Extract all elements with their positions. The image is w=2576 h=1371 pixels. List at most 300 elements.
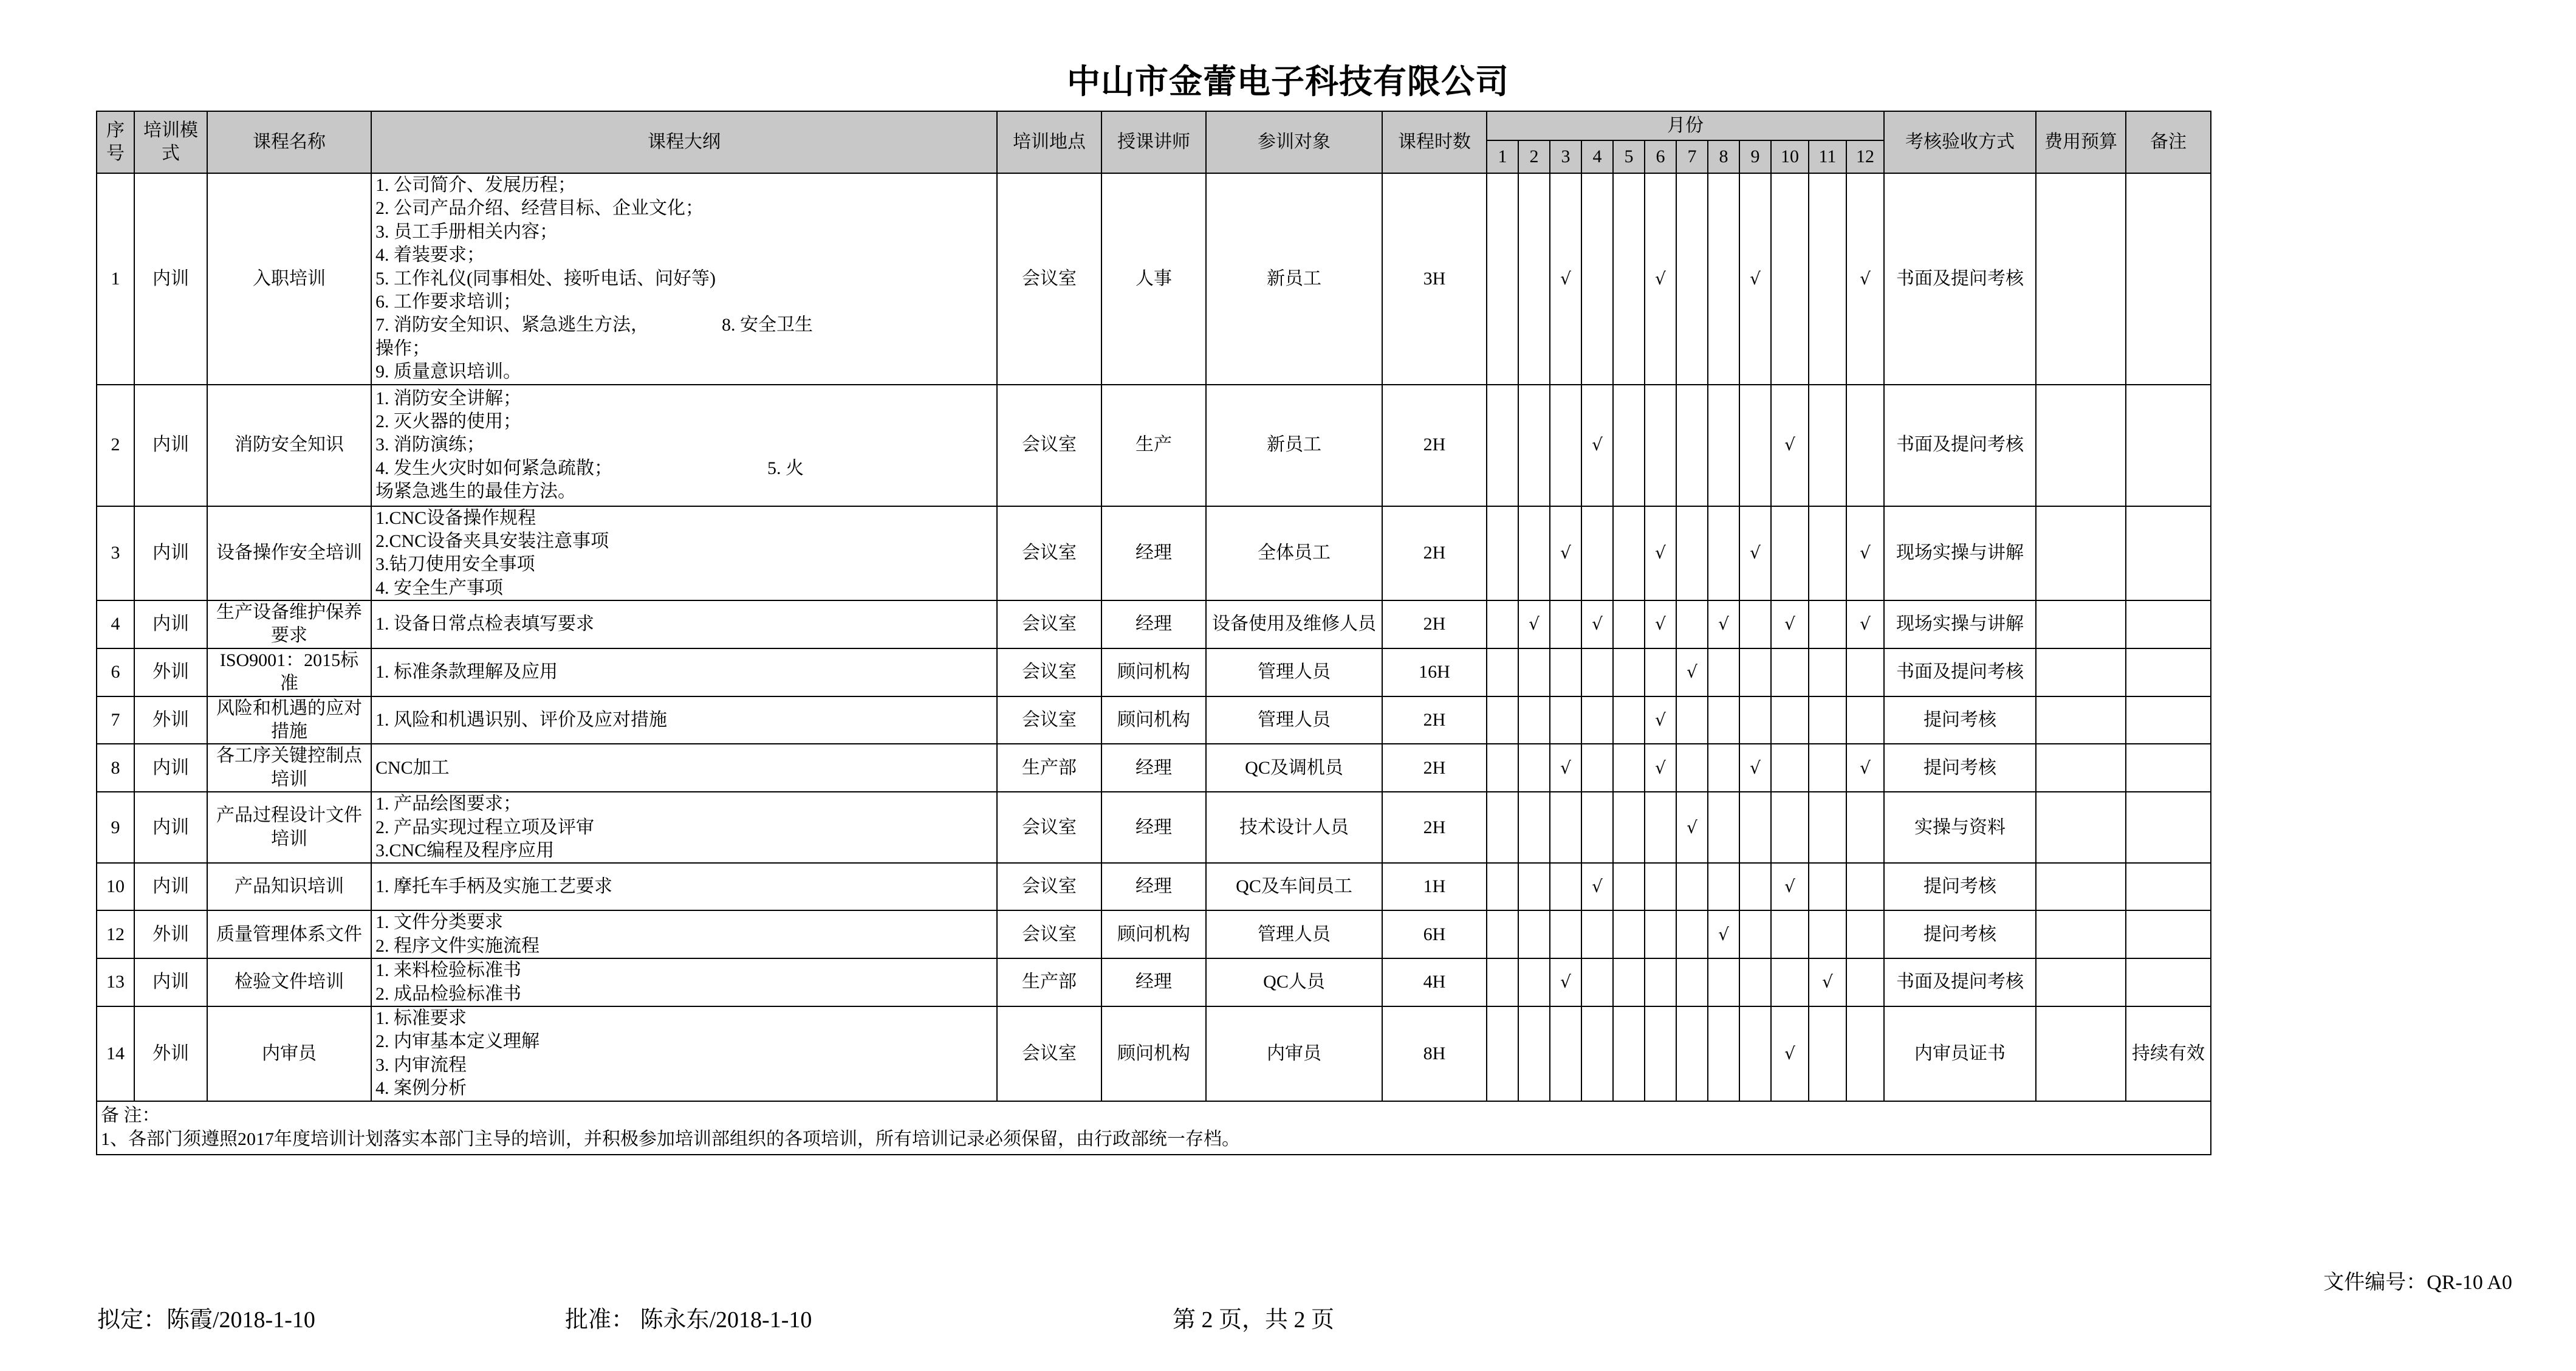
cell-month-4[interactable]: [1581, 696, 1613, 744]
cell-month-8[interactable]: [1708, 910, 1739, 958]
outline-line: 5. 工作礼仪(同事相处、接听电话、问好等): [375, 268, 716, 289]
outline-line: 9. 质量意识培训。: [375, 362, 521, 382]
table-body: [97, 173, 2211, 1155]
cell-mode: 外训: [134, 648, 207, 696]
cell-month-11[interactable]: [1809, 506, 1846, 601]
cell-month-6[interactable]: [1645, 506, 1676, 601]
outline-line: 2. 灭火器的使用；: [375, 411, 521, 431]
cell-seq: 3: [97, 506, 134, 601]
table-row: [97, 863, 2211, 910]
cell-month-3[interactable]: [1550, 506, 1581, 601]
cell-month-12[interactable]: [1846, 958, 1884, 1006]
cell-month-12[interactable]: [1846, 385, 1884, 506]
check-icon: √: [1718, 614, 1729, 634]
cell-month-5[interactable]: [1613, 958, 1645, 1006]
check-icon: √: [1860, 757, 1871, 778]
cell-assessment: 书面及提问考核: [1884, 958, 2036, 1006]
cell-month-7[interactable]: [1676, 696, 1708, 744]
outline-line: 1. 公司简介、发展历程；: [375, 175, 576, 195]
cell-month-4[interactable]: [1581, 744, 1613, 792]
cell-month-11[interactable]: [1809, 648, 1846, 696]
training-plan-table: [96, 111, 2211, 1155]
col-header-month-11: 11: [1809, 140, 1846, 173]
check-icon: √: [1592, 614, 1603, 634]
cell-month-11[interactable]: [1809, 910, 1846, 958]
cell-month-12[interactable]: [1846, 910, 1884, 958]
cell-location: 会议室: [997, 173, 1101, 385]
cell-month-12[interactable]: [1846, 792, 1884, 863]
cell-month-10[interactable]: [1771, 506, 1809, 601]
cell-month-12[interactable]: [1846, 744, 1884, 792]
cell-month-11[interactable]: [1809, 744, 1846, 792]
cell-month-9[interactable]: [1739, 744, 1771, 792]
cell-month-9[interactable]: [1739, 506, 1771, 601]
cell-month-5[interactable]: [1613, 173, 1645, 385]
cell-month-1[interactable]: [1487, 696, 1518, 744]
cell-assessment: 提问考核: [1884, 910, 2036, 958]
cell-month-3[interactable]: [1550, 173, 1581, 385]
cell-mode: 内训: [134, 744, 207, 792]
cell-month-6[interactable]: [1645, 648, 1676, 696]
cell-month-8[interactable]: [1708, 792, 1739, 863]
cell-month-3[interactable]: [1550, 792, 1581, 863]
cell-month-10[interactable]: [1771, 744, 1809, 792]
cell-month-12[interactable]: [1846, 1006, 1884, 1101]
header-row-top: [97, 111, 2211, 140]
cell-month-5[interactable]: [1613, 1006, 1645, 1101]
cell-month-3[interactable]: [1550, 1006, 1581, 1101]
cell-month-1[interactable]: [1487, 600, 1518, 648]
cell-location: 会议室: [997, 506, 1101, 601]
cell-audience: QC人员: [1206, 958, 1382, 1006]
cell-month-8[interactable]: [1708, 385, 1739, 506]
cell-month-1[interactable]: [1487, 792, 1518, 863]
remarks-title: 备 注：: [101, 1105, 160, 1126]
cell-month-8[interactable]: [1708, 958, 1739, 1006]
cell-outline: [371, 910, 997, 958]
cell-seq: 14: [97, 1006, 134, 1101]
cell-mode: 内训: [134, 958, 207, 1006]
outline-line: 4. 发生火灾时如何紧急疏散； 5. 火: [375, 458, 804, 478]
cell-hours: 2H: [1382, 792, 1487, 863]
cell-location: 生产部: [997, 744, 1101, 792]
cell-mode: 内训: [134, 506, 207, 601]
cell-remark: [2126, 792, 2211, 863]
cell-month-10[interactable]: [1771, 910, 1809, 958]
outline-line: 7. 消防安全知识、紧急逃生方法， 8. 安全卫生: [375, 315, 813, 335]
cell-month-2[interactable]: [1518, 744, 1550, 792]
cell-month-11[interactable]: [1809, 385, 1846, 506]
cell-audience: QC及调机员: [1206, 744, 1382, 792]
check-icon: √: [1784, 876, 1795, 897]
cell-month-4[interactable]: [1581, 910, 1613, 958]
cell-month-10[interactable]: [1771, 600, 1809, 648]
cell-month-8[interactable]: [1708, 744, 1739, 792]
cell-month-4[interactable]: [1581, 648, 1613, 696]
check-icon: √: [1529, 614, 1540, 634]
outline-line: 1. 消防安全讲解；: [375, 388, 521, 408]
cell-month-5[interactable]: [1613, 863, 1645, 910]
cell-month-3[interactable]: [1550, 744, 1581, 792]
cell-mode: 外训: [134, 910, 207, 958]
cell-outline: [371, 1006, 997, 1101]
check-icon: √: [1784, 614, 1795, 634]
cell-month-2[interactable]: [1518, 600, 1550, 648]
cell-month-9[interactable]: [1739, 792, 1771, 863]
cell-month-4[interactable]: [1581, 385, 1613, 506]
cell-seq: 7: [97, 696, 134, 744]
cell-month-7[interactable]: [1676, 385, 1708, 506]
cell-month-9[interactable]: [1739, 173, 1771, 385]
cell-month-9[interactable]: [1739, 958, 1771, 1006]
cell-hours: 8H: [1382, 1006, 1487, 1101]
cell-month-6[interactable]: [1645, 863, 1676, 910]
cell-month-7[interactable]: [1676, 600, 1708, 648]
cell-month-6[interactable]: [1645, 385, 1676, 506]
outline-line: 3. 消防演练；: [375, 435, 485, 455]
cell-month-10[interactable]: [1771, 958, 1809, 1006]
cell-instructor: 经理: [1101, 600, 1206, 648]
cell-course-name: 质量管理体系文件: [207, 910, 371, 958]
cell-assessment: 提问考核: [1884, 744, 2036, 792]
cell-month-6[interactable]: [1645, 744, 1676, 792]
cell-month-10[interactable]: [1771, 696, 1809, 744]
cell-budget: [2036, 744, 2126, 792]
cell-month-2[interactable]: [1518, 958, 1550, 1006]
cell-location: 会议室: [997, 648, 1101, 696]
cell-hours: 3H: [1382, 173, 1487, 385]
outline-line: 2. 公司产品介绍、经营目标、企业文化；: [375, 198, 704, 219]
col-header-month-7: 7: [1676, 140, 1708, 173]
cell-audience: 全体员工: [1206, 506, 1382, 601]
cell-month-11[interactable]: [1809, 600, 1846, 648]
cell-month-2[interactable]: [1518, 863, 1550, 910]
cell-month-8[interactable]: [1708, 173, 1739, 385]
cell-month-9[interactable]: [1739, 696, 1771, 744]
cell-month-3[interactable]: [1550, 910, 1581, 958]
outline-line: 3. 员工手册相关内容；: [375, 221, 558, 242]
cell-month-12[interactable]: [1846, 600, 1884, 648]
cell-month-8[interactable]: [1708, 863, 1739, 910]
cell-mode: 外训: [134, 1006, 207, 1101]
cell-instructor: 经理: [1101, 792, 1206, 863]
cell-month-4[interactable]: [1581, 958, 1613, 1006]
cell-month-11[interactable]: [1809, 958, 1846, 1006]
check-icon: √: [1687, 817, 1697, 837]
check-icon: √: [1784, 435, 1795, 455]
cell-month-7[interactable]: [1676, 506, 1708, 601]
cell-budget: [2036, 696, 2126, 744]
cell-seq: 2: [97, 385, 134, 506]
cell-month-4[interactable]: [1581, 506, 1613, 601]
cell-month-1[interactable]: [1487, 910, 1518, 958]
cell-instructor: 顾问机构: [1101, 910, 1206, 958]
col-header-budget: 费用预算: [2036, 111, 2126, 173]
cell-month-11[interactable]: [1809, 792, 1846, 863]
cell-assessment: 内审员证书: [1884, 1006, 2036, 1101]
cell-month-7[interactable]: [1676, 173, 1708, 385]
cell-month-2[interactable]: [1518, 792, 1550, 863]
cell-month-5[interactable]: [1613, 506, 1645, 601]
outline-line: 1. 摩托车手柄及实施工艺要求: [375, 876, 612, 897]
cell-month-7[interactable]: [1676, 744, 1708, 792]
cell-assessment: 提问考核: [1884, 863, 2036, 910]
cell-budget: [2036, 173, 2126, 385]
cell-month-2[interactable]: [1518, 506, 1550, 601]
cell-month-11[interactable]: [1809, 173, 1846, 385]
cell-month-6[interactable]: [1645, 1006, 1676, 1101]
cell-audience: 管理人员: [1206, 696, 1382, 744]
cell-outline: [371, 648, 997, 696]
cell-month-3[interactable]: [1550, 958, 1581, 1006]
cell-month-6[interactable]: [1645, 173, 1676, 385]
cell-month-2[interactable]: [1518, 385, 1550, 506]
col-header-month-8: 8: [1708, 140, 1739, 173]
cell-month-8[interactable]: [1708, 696, 1739, 744]
col-header-month-3: 3: [1550, 140, 1581, 173]
cell-month-11[interactable]: [1809, 1006, 1846, 1101]
cell-month-4[interactable]: [1581, 792, 1613, 863]
footer: [0, 1301, 2576, 1337]
table-row: [97, 910, 2211, 958]
col-header-remark: 备注: [2126, 111, 2211, 173]
cell-month-5[interactable]: [1613, 696, 1645, 744]
cell-month-6[interactable]: [1645, 910, 1676, 958]
cell-outline: [371, 385, 997, 506]
check-icon: √: [1560, 543, 1571, 563]
table-row: [97, 792, 2211, 863]
cell-month-9[interactable]: [1739, 600, 1771, 648]
cell-budget: [2036, 910, 2126, 958]
cell-location: 会议室: [997, 792, 1101, 863]
cell-course-name: 检验文件培训: [207, 958, 371, 1006]
check-icon: √: [1560, 972, 1571, 992]
cell-mode: 内训: [134, 600, 207, 648]
cell-audience: 技术设计人员: [1206, 792, 1382, 863]
cell-month-1[interactable]: [1487, 1006, 1518, 1101]
cell-budget: [2036, 648, 2126, 696]
cell-month-3[interactable]: [1550, 648, 1581, 696]
cell-remark: 持续有效: [2126, 1006, 2211, 1101]
cell-month-1[interactable]: [1487, 648, 1518, 696]
cell-month-6[interactable]: [1645, 792, 1676, 863]
check-icon: √: [1784, 1043, 1795, 1063]
check-icon: √: [1655, 757, 1666, 778]
cell-month-8[interactable]: [1708, 506, 1739, 601]
cell-month-12[interactable]: [1846, 173, 1884, 385]
cell-seq: 9: [97, 792, 134, 863]
check-icon: √: [1822, 972, 1833, 992]
cell-course-name: 内审员: [207, 1006, 371, 1101]
cell-outline: [371, 173, 997, 385]
table-row: [97, 696, 2211, 744]
cell-course-name: 消防安全知识: [207, 385, 371, 506]
cell-location: 生产部: [997, 958, 1101, 1006]
check-icon: √: [1592, 876, 1603, 897]
cell-month-2[interactable]: [1518, 1006, 1550, 1101]
col-header-month-10: 10: [1771, 140, 1809, 173]
cell-seq: 1: [97, 173, 134, 385]
cell-month-11[interactable]: [1809, 696, 1846, 744]
cell-month-2[interactable]: [1518, 173, 1550, 385]
cell-hours: 2H: [1382, 744, 1487, 792]
cell-location: 会议室: [997, 600, 1101, 648]
cell-seq: 12: [97, 910, 134, 958]
cell-month-5[interactable]: [1613, 600, 1645, 648]
col-header-month-9: 9: [1739, 140, 1771, 173]
cell-month-9[interactable]: [1739, 863, 1771, 910]
cell-month-5[interactable]: [1613, 648, 1645, 696]
cell-hours: 2H: [1382, 600, 1487, 648]
cell-month-7[interactable]: [1676, 648, 1708, 696]
outline-line: 1. 产品绘图要求；: [375, 794, 521, 814]
cell-course-name: 生产设备维护保养要求: [207, 600, 371, 648]
table-row: [97, 173, 2211, 385]
cell-month-9[interactable]: [1739, 648, 1771, 696]
check-icon: √: [1860, 543, 1871, 563]
doc-number: 文件编号：QR-10 A0: [2323, 1271, 2512, 1294]
cell-month-9[interactable]: [1739, 1006, 1771, 1101]
cell-location: 会议室: [997, 696, 1101, 744]
table-row: [97, 958, 2211, 1006]
cell-audience: 管理人员: [1206, 648, 1382, 696]
cell-month-4[interactable]: [1581, 173, 1613, 385]
outline-line: 4. 案例分析: [375, 1078, 467, 1099]
cell-month-5[interactable]: [1613, 910, 1645, 958]
outline-line: 2. 程序文件实施流程: [375, 935, 540, 956]
cell-month-10[interactable]: [1771, 648, 1809, 696]
col-header-hours: 课程时数: [1382, 111, 1487, 173]
cell-audience: 新员工: [1206, 173, 1382, 385]
cell-month-12[interactable]: [1846, 506, 1884, 601]
cell-instructor: 人事: [1101, 173, 1206, 385]
outline-line: 2. 成品检验标准书: [375, 983, 521, 1004]
cell-month-3[interactable]: [1550, 696, 1581, 744]
cell-course-name: 风险和机遇的应对措施: [207, 696, 371, 744]
cell-month-2[interactable]: [1518, 648, 1550, 696]
cell-budget: [2036, 600, 2126, 648]
col-header-assessment: 考核验收方式: [1884, 111, 2036, 173]
cell-month-5[interactable]: [1613, 385, 1645, 506]
cell-month-7[interactable]: [1676, 910, 1708, 958]
cell-outline: [371, 600, 997, 648]
cell-audience: QC及车间员工: [1206, 863, 1382, 910]
cell-month-1[interactable]: [1487, 506, 1518, 601]
cell-month-2[interactable]: [1518, 910, 1550, 958]
cell-month-4[interactable]: [1581, 863, 1613, 910]
table-row: [97, 506, 2211, 601]
cell-month-6[interactable]: [1645, 600, 1676, 648]
col-header-seq: 序号: [97, 111, 134, 173]
outline-line: 2. 产品实现过程立项及评审: [375, 817, 594, 837]
check-icon: √: [1655, 268, 1666, 289]
cell-instructor: 经理: [1101, 506, 1206, 601]
cell-location: 会议室: [997, 1006, 1101, 1101]
cell-month-1[interactable]: [1487, 744, 1518, 792]
cell-hours: 4H: [1382, 958, 1487, 1006]
cell-hours: 2H: [1382, 506, 1487, 601]
cell-month-7[interactable]: [1676, 1006, 1708, 1101]
cell-outline: [371, 863, 997, 910]
cell-month-9[interactable]: [1739, 910, 1771, 958]
cell-assessment: 书面及提问考核: [1884, 173, 2036, 385]
cell-location: 会议室: [997, 910, 1101, 958]
table-header: [97, 111, 2211, 173]
col-header-month-12: 12: [1846, 140, 1884, 173]
outline-line: 1.CNC设备操作规程: [375, 507, 536, 528]
cell-month-10[interactable]: [1771, 1006, 1809, 1101]
table-row: [97, 600, 2211, 648]
cell-month-2[interactable]: [1518, 696, 1550, 744]
cell-month-4[interactable]: [1581, 600, 1613, 648]
cell-budget: [2036, 385, 2126, 506]
cell-month-9[interactable]: [1739, 385, 1771, 506]
cell-audience: 设备使用及维修人员: [1206, 600, 1382, 648]
cell-month-4[interactable]: [1581, 1006, 1613, 1101]
cell-budget: [2036, 1006, 2126, 1101]
outline-line: 4. 着装要求；: [375, 245, 485, 266]
cell-month-7[interactable]: [1676, 863, 1708, 910]
cell-mode: 外训: [134, 696, 207, 744]
cell-assessment: 提问考核: [1884, 696, 2036, 744]
cell-month-6[interactable]: [1645, 696, 1676, 744]
cell-month-8[interactable]: [1708, 1006, 1739, 1101]
table-row: [97, 744, 2211, 792]
cell-month-12[interactable]: [1846, 863, 1884, 910]
cell-assessment: 实操与资料: [1884, 792, 2036, 863]
cell-outline: [371, 744, 997, 792]
col-header-month-5: 5: [1613, 140, 1645, 173]
cell-course-name: ISO9001：2015标准: [207, 648, 371, 696]
cell-month-1[interactable]: [1487, 385, 1518, 506]
cell-instructor: 顾问机构: [1101, 648, 1206, 696]
cell-course-name: 入职培训: [207, 173, 371, 385]
cell-seq: 13: [97, 958, 134, 1006]
outline-line: 3.钻刀使用安全事项: [375, 554, 535, 575]
cell-month-12[interactable]: [1846, 648, 1884, 696]
cell-seq: 10: [97, 863, 134, 910]
cell-month-3[interactable]: [1550, 600, 1581, 648]
cell-month-5[interactable]: [1613, 744, 1645, 792]
cell-month-8[interactable]: [1708, 648, 1739, 696]
col-header-instructor: 授课讲师: [1101, 111, 1206, 173]
outline-line: 操作；: [375, 338, 430, 359]
cell-month-12[interactable]: [1846, 696, 1884, 744]
cell-month-1[interactable]: [1487, 863, 1518, 910]
cell-month-7[interactable]: [1676, 958, 1708, 1006]
check-icon: √: [1655, 709, 1666, 730]
cell-month-1[interactable]: [1487, 173, 1518, 385]
cell-month-10[interactable]: [1771, 863, 1809, 910]
cell-remark: [2126, 506, 2211, 601]
cell-month-10[interactable]: [1771, 173, 1809, 385]
cell-month-10[interactable]: [1771, 385, 1809, 506]
cell-month-6[interactable]: [1645, 958, 1676, 1006]
cell-instructor: 生产: [1101, 385, 1206, 506]
cell-month-3[interactable]: [1550, 385, 1581, 506]
cell-remark: [2126, 385, 2211, 506]
cell-month-5[interactable]: [1613, 792, 1645, 863]
cell-month-11[interactable]: [1809, 863, 1846, 910]
cell-hours: 2H: [1382, 696, 1487, 744]
cell-month-7[interactable]: [1676, 792, 1708, 863]
cell-month-10[interactable]: [1771, 792, 1809, 863]
cell-month-3[interactable]: [1550, 863, 1581, 910]
cell-mode: 内训: [134, 173, 207, 385]
outline-line: 1. 文件分类要求: [375, 912, 503, 933]
cell-month-1[interactable]: [1487, 958, 1518, 1006]
cell-month-8[interactable]: [1708, 600, 1739, 648]
